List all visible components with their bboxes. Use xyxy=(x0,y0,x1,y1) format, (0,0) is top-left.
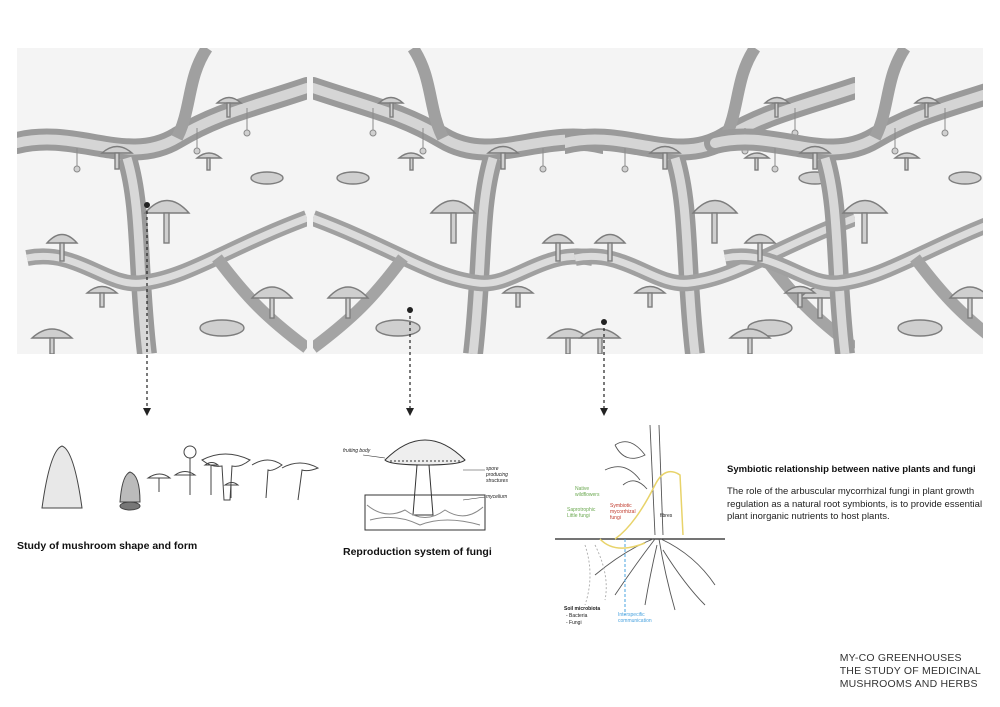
mushroom-shape-sketches xyxy=(20,440,320,520)
shape-study-caption: Study of mushroom shape and form xyxy=(17,540,198,552)
label-symbiotic-fungi: Symbiotic mycorrhizal fungi xyxy=(610,503,636,521)
label-fungi: - Fungi xyxy=(566,620,582,626)
footer-line-2: THE STUDY OF MEDICINAL xyxy=(839,665,981,677)
symbiotic-title: Symbiotic relationship between native plants and fungi xyxy=(727,464,976,475)
label-interspecific: Interspecific communication xyxy=(618,612,652,624)
label-bacteria: - Bacteria xyxy=(566,613,588,619)
label-fruiting-body: fruiting body xyxy=(343,448,371,454)
label-soil-microbiota: Soil microbiota xyxy=(564,606,601,612)
label-native-wildflowers: Native wildflowers xyxy=(575,486,600,498)
label-fibres: fibres xyxy=(660,513,673,519)
label-saprotrophic: Saprotrophic Little fungi xyxy=(567,507,596,519)
label-mycelium: mycelium xyxy=(486,494,508,500)
symbiotic-description: The role of the arbuscular mycorrhizal fungi in plant growth regulation as a natural root symbionts, is to provide essential plant inorganic nutrients to host plants. xyxy=(727,486,983,522)
label-spore-producing: spore producing structures xyxy=(486,466,508,484)
reproduction-sketch xyxy=(345,425,508,535)
symbiosis-root-diagram xyxy=(555,425,725,620)
reproduction-caption: Reproduction system of fungi xyxy=(343,546,492,558)
footer-line-1: MY-CO GREENHOUSES xyxy=(839,652,962,664)
project-title-block xyxy=(840,652,981,691)
footer-line-3: MUSHROOMS AND HERBS xyxy=(839,678,978,690)
